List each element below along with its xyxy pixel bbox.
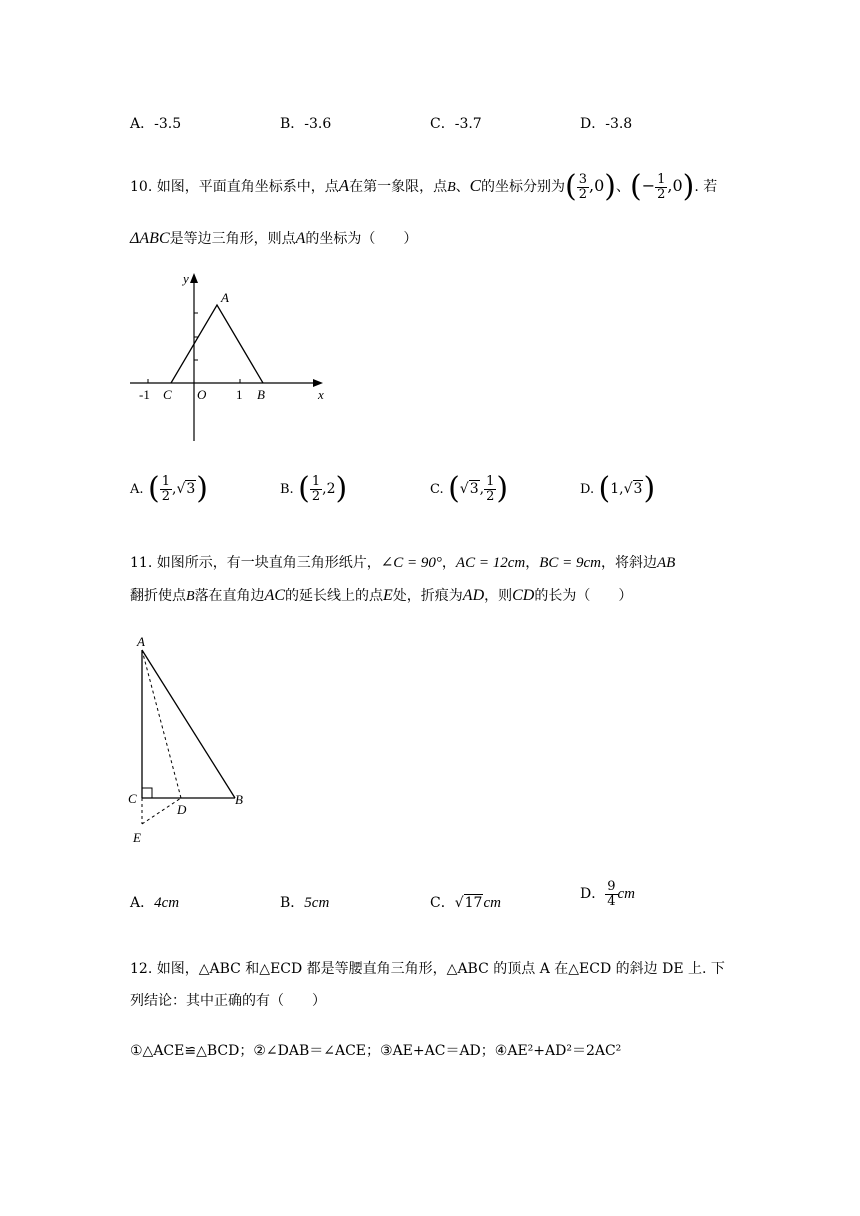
point-a-label: A <box>221 290 229 305</box>
tick-label-1: 1 <box>236 387 243 402</box>
origin-label: O <box>197 387 207 402</box>
point-e-label: E <box>133 830 141 845</box>
x-label: x <box>318 387 324 402</box>
segment-ed <box>142 798 181 824</box>
point-c-label: C <box>128 791 137 806</box>
q9-option-d: D．-3.8 <box>580 116 633 132</box>
q11-line2: 翻折使点B落在直角边AC的延长线上的点E处，折痕为AD，则CD的长为（ ） <box>130 587 633 604</box>
tick-label-minus1: -1 <box>139 387 150 402</box>
point-c-label: C <box>163 387 172 402</box>
x-axis-arrow <box>313 379 323 387</box>
q10-options <box>0 471 860 524</box>
q11-option-c: C．√17cm <box>430 895 501 911</box>
q9-option-b: B．-3.6 <box>280 116 332 132</box>
right-angle-mark <box>142 788 152 798</box>
q12-line1: 12. 如图，△ABC 和△ECD 都是等腰直角三角形，△ABC 的顶点 A 在△ECD 的斜边 DE 上. 下 <box>130 961 725 977</box>
point-b-label: B <box>235 792 243 807</box>
point-a-label: A <box>137 634 145 649</box>
q11-option-d: D． $\frac{9}{4}$ cm <box>580 879 636 909</box>
q12-line3: ①△ACE≌△BCD；②∠DAB＝∠ACE；③AE+AC＝AD；④AE²+AD²＝2AC² <box>130 1043 622 1059</box>
q10-coordinate-figure <box>125 265 335 445</box>
q10-line2: ΔABC是等边三角形，则点A的坐标为（ ） <box>130 230 418 247</box>
q11-option-b: B．5cm <box>280 895 330 911</box>
q10-option-a: A. ( $\frac{1}{2}$ ,√3) <box>130 471 208 506</box>
q11-triangle-figure <box>125 630 265 850</box>
q9-option-c: C．-3.7 <box>430 116 482 132</box>
q12-line2: 列结论：其中正确的有（ ） <box>130 993 326 1009</box>
side-ab <box>142 650 235 798</box>
q11-option-a: A．4cm <box>130 895 180 911</box>
fold-line-ad <box>142 650 181 798</box>
q11-line1: 11. 如图所示，有一块直角三角形纸片，∠C = 90°，AC = 12cm，BC = 9cm，将斜边AB <box>130 555 676 571</box>
point-b-label: B <box>257 387 265 402</box>
point-d-label: D <box>177 802 187 817</box>
q9-option-a: A．-3.5 <box>130 116 182 132</box>
q10-option-d: D. (1,√3) <box>580 471 656 506</box>
q11-options <box>0 880 860 920</box>
triangle-abc <box>171 305 263 383</box>
y-label: y <box>183 271 189 286</box>
q10-line1: 10. 如图，平面直角坐标系中，点A在第一象限，点B、C的坐标分别为( $\frac{3}{2}$ ,0)、(− $\frac{1}{2}$ ,0). 若 <box>130 169 718 204</box>
y-axis-arrow <box>190 273 198 283</box>
q10-option-c: C. (√3, $\frac{1}{2}$ ) <box>430 471 509 506</box>
q10-option-b: B. ( $\frac{1}{2}$ ,2) <box>280 471 348 506</box>
